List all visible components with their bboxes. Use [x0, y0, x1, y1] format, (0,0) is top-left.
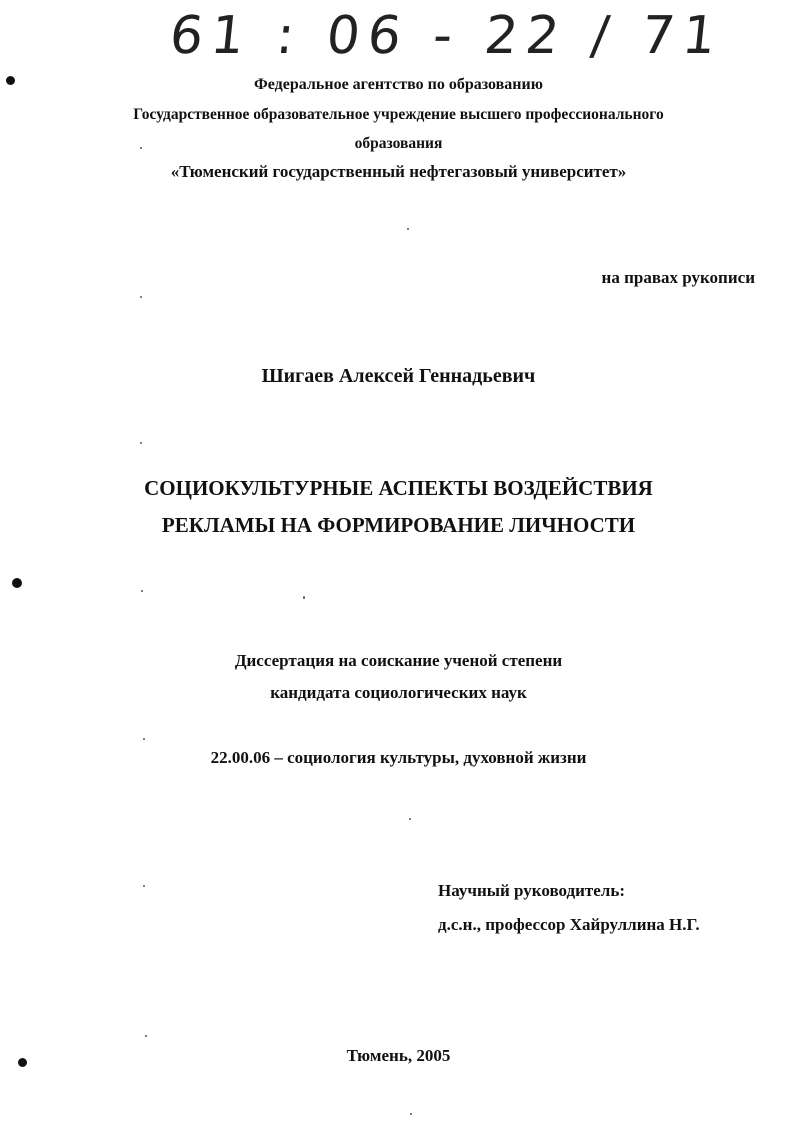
- scan-speck: [409, 818, 411, 820]
- supervisor-name: д.с.н., профессор Хайруллина Н.Г.: [438, 915, 700, 934]
- supervisor-label: Научный руководитель:: [438, 881, 625, 900]
- city-year: Тюмень, 2005: [346, 1046, 451, 1065]
- dissertation-line-2: кандидата социологических наук: [270, 683, 527, 702]
- scan-speck: [140, 147, 142, 149]
- handwritten-registration-number: 61 : 06 - 22 / 71: [166, 6, 727, 66]
- agency-name: Федеральное агентство по образованию: [254, 76, 543, 93]
- thesis-title-line-1: СОЦИОКУЛЬТУРНЫЕ АСПЕКТЫ ВОЗДЕЙСТВИЯ: [144, 476, 653, 500]
- thesis-title-line-2: РЕКЛАМЫ НА ФОРМИРОВАНИЕ ЛИЧНОСТИ: [161, 513, 636, 537]
- institution-line-1: Государственное образовательное учреждение высшего профессионального: [133, 106, 664, 123]
- scan-speck: [143, 885, 145, 887]
- binding-hole-mark: [18, 1058, 27, 1067]
- scan-speck: [143, 738, 145, 740]
- scan-speck: [145, 1035, 147, 1037]
- scan-speck: [140, 442, 142, 444]
- institution-line-2: образования: [354, 135, 443, 152]
- manuscript-note: на правах рукописи: [601, 268, 755, 287]
- scan-speck: [141, 590, 143, 592]
- university-name: «Тюменский государственный нефтегазовый университет»: [170, 162, 627, 181]
- binding-hole-mark: [6, 76, 15, 85]
- binding-hole-mark: [12, 578, 22, 588]
- scan-speck: [407, 228, 409, 230]
- author-name: Шигаев Алексей Геннадьевич: [261, 365, 536, 387]
- dissertation-line-1: Диссертация на соискание ученой степени: [234, 651, 563, 670]
- specialty-code: 22.00.06 – социология культуры, духовной жизни: [210, 748, 587, 767]
- scan-speck: [303, 596, 305, 599]
- scan-speck: [410, 1113, 412, 1115]
- scan-speck: [140, 296, 142, 298]
